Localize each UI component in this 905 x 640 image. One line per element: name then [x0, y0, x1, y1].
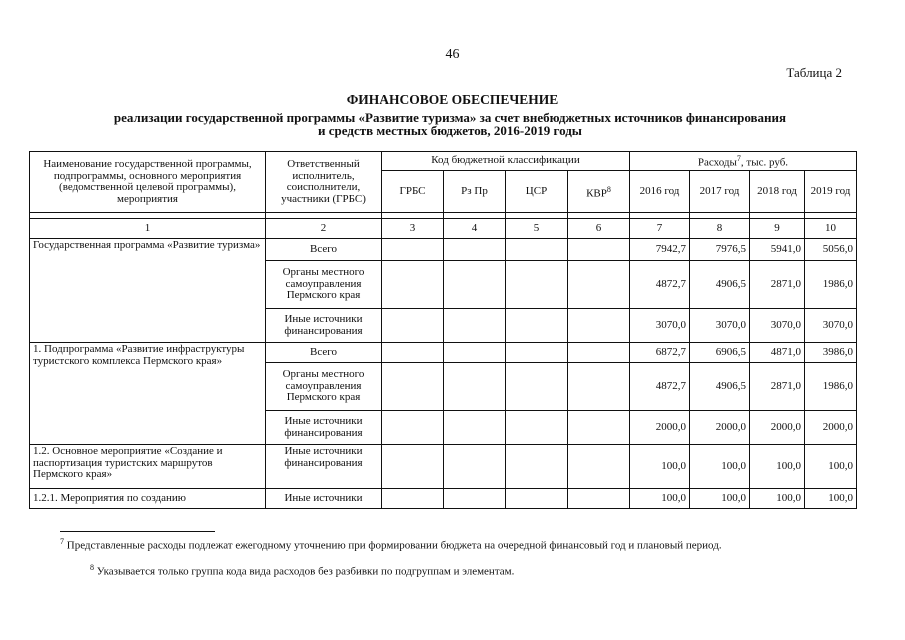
table-row [30, 239, 857, 261]
header-code-group: Код бюджетной классификации [382, 152, 630, 171]
footnote: $^8$ Указывается только группа кода вида расходов без разбивки по подгруппам и элементам. [90, 563, 515, 578]
value-cell: 2871,0 [750, 363, 805, 411]
header-row-1 [30, 152, 857, 171]
column-number-row [30, 219, 857, 239]
value-cell: 100,0 [750, 489, 805, 509]
value-cell: 1986,0 [805, 261, 857, 309]
row-name: 1.2.1. Мероприятия по созданию [30, 489, 266, 509]
value-cell: 100,0 [750, 445, 805, 489]
page-number: 46 [445, 47, 460, 62]
row-executor: Всего [266, 343, 382, 363]
value-cell: 100,0 [630, 489, 690, 509]
value-cell: 6872,7 [630, 343, 690, 363]
value-cell: 3070,0 [630, 309, 690, 343]
table-row [30, 343, 857, 363]
footnote-divider [60, 531, 215, 532]
value-cell: 4906,5 [690, 261, 750, 309]
header-grbs: ГРБС [382, 171, 444, 213]
header-expenses-group: Расходы$^7$, тыс. руб. [630, 152, 857, 171]
value-cell: 2000,0 [805, 411, 857, 445]
header-year: 2018 год [750, 171, 805, 213]
column-number: 1 [30, 219, 266, 239]
header-kvr: КВР$^8$ [568, 171, 630, 213]
value-cell: 100,0 [805, 489, 857, 509]
value-cell: 2871,0 [750, 261, 805, 309]
row-executor: Всего [266, 239, 382, 261]
header-csr: ЦСР [506, 171, 568, 213]
row-executor: Органы местного самоуправления Пермского края [266, 261, 382, 309]
value-cell: 2000,0 [750, 411, 805, 445]
column-number: 2 [266, 219, 382, 239]
header-name-col: Наименование государственной программы, подпрограммы, основного мероприятия (ведомственной целевой программы), мероприятия [30, 152, 266, 213]
row-executor: Органы местного самоуправления Пермского края [266, 363, 382, 411]
value-cell: 3986,0 [805, 343, 857, 363]
row-executor: Иные источники [266, 489, 382, 509]
column-number: 5 [506, 219, 568, 239]
row-name: 1. Подпрограмма «Развитие инфраструктуры туристского комплекса Пермского края» [30, 343, 266, 445]
document-subtitle: реализации государственной программы «Развитие туризма» за счет внебюджетных источников финансирования и средств местных бюджетов, 2016-2019 годы [113, 110, 787, 138]
column-number: 8 [690, 219, 750, 239]
column-number: 7 [630, 219, 690, 239]
value-cell: 100,0 [630, 445, 690, 489]
row-name: 1.2. Основное мероприятие «Создание и паспортизация туристских маршрутов Пермского края» [30, 445, 266, 489]
financing-table [29, 151, 857, 509]
footnote: $^7$ Представленные расходы подлежат ежегодному уточнению при формировании бюджета на очередной финансовый год и плановый период. [60, 537, 722, 552]
value-cell: 100,0 [690, 489, 750, 509]
table-row [30, 445, 857, 489]
value-cell: 3070,0 [690, 309, 750, 343]
value-cell: 4872,7 [630, 261, 690, 309]
value-cell: 7942,7 [630, 239, 690, 261]
value-cell: 3070,0 [750, 309, 805, 343]
value-cell: 4872,7 [630, 363, 690, 411]
value-cell: 2000,0 [630, 411, 690, 445]
document-title: ФИНАНСОВОЕ ОБЕСПЕЧЕНИЕ [346, 92, 559, 107]
value-cell: 5056,0 [805, 239, 857, 261]
value-cell: 100,0 [805, 445, 857, 489]
table-label: Таблица 2 [786, 65, 842, 80]
value-cell: 100,0 [690, 445, 750, 489]
value-cell: 1986,0 [805, 363, 857, 411]
column-number: 10 [805, 219, 857, 239]
value-cell: 6906,5 [690, 343, 750, 363]
header-year: 2016 год [630, 171, 690, 213]
row-name: Государственная программа «Развитие туризма» [30, 239, 266, 343]
row-executor: Иные источники финансирования [266, 411, 382, 445]
column-number: 4 [444, 219, 506, 239]
value-cell: 4871,0 [750, 343, 805, 363]
table-row [30, 489, 857, 509]
value-cell: 2000,0 [690, 411, 750, 445]
value-cell: 7976,5 [690, 239, 750, 261]
row-executor: Иные источники финансирования [266, 445, 382, 489]
value-cell: 5941,0 [750, 239, 805, 261]
header-rzpr: Рз Пр [444, 171, 506, 213]
value-cell: 4906,5 [690, 363, 750, 411]
column-number: 3 [382, 219, 444, 239]
header-exec-col: Ответственный исполнитель, соисполнители, участники (ГРБС) [266, 152, 382, 213]
row-executor: Иные источники финансирования [266, 309, 382, 343]
column-number: 6 [568, 219, 630, 239]
value-cell: 3070,0 [805, 309, 857, 343]
column-number: 9 [750, 219, 805, 239]
header-year: 2017 год [690, 171, 750, 213]
header-year: 2019 год [805, 171, 857, 213]
